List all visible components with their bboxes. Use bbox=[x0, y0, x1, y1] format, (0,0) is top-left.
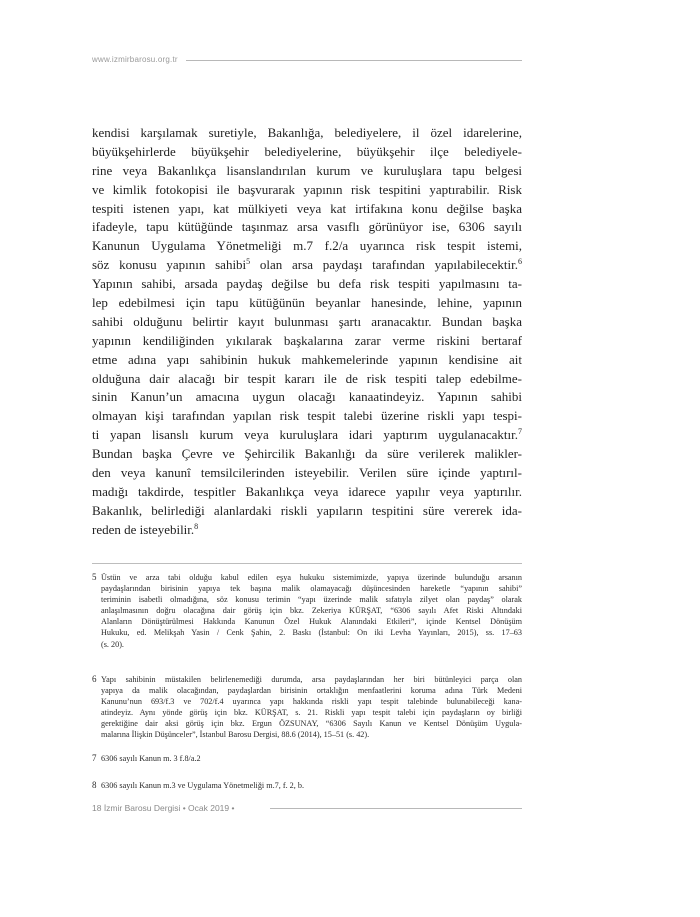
body-line: ifadeyle, tapu kütüğünde taşınmaz arsa vasıflı görünüyor ise, 6306 sayılı bbox=[92, 219, 522, 235]
footnote-ref[interactable]: 8 bbox=[194, 521, 199, 531]
footnote-7 bbox=[92, 753, 522, 764]
body-line: den veya kanunî temsilcilerinden isteyebilir. Verilen süre içinde yaptırıl- bbox=[92, 465, 522, 481]
footnote-ref[interactable]: 5 bbox=[246, 257, 251, 267]
body-line: yapının kendiliğinden yıkılarak başkalarına zarar verme riskini bertaraf bbox=[92, 332, 522, 348]
page-footer bbox=[92, 802, 522, 816]
body-line: söz konusu yapının sahibi$^5$ olan arsa paydaşı tarafından yapılabilecektir.$^6$ bbox=[92, 257, 522, 273]
body-line: ve kimlik fotokopisi ile başvurarak yapının risk tespitini yaptırabilir. Risk bbox=[92, 181, 522, 197]
footnote-line: paydaşlarından birisinin yapıya tek başına malik olamayacağı düşüncesinden hareketle “yapının sahibi” bbox=[101, 584, 522, 594]
body-line: tespiti istenen yapı, kat mülkiyeti veya kat irtifakına konu değilse başka bbox=[92, 200, 522, 216]
footnote-8 bbox=[92, 780, 522, 791]
body-line: reden de isteyebilir.$^8$ bbox=[92, 521, 199, 537]
footer-text: 18 İzmir Barosu Dergisi • Ocak 2019 • bbox=[92, 803, 235, 813]
body-line: büyükşehirlerde büyükşehir belediyelerine, büyükşehir ilçe belediyele- bbox=[92, 143, 522, 159]
footnote-text bbox=[101, 753, 522, 764]
header-rule bbox=[186, 60, 522, 61]
footnote-line: Alanların Dönüştürülmesi Hakkında Kanunun Özel Hukuk Alanındaki Etkileri”, içinde Kentsel Dönüşüm bbox=[101, 617, 522, 627]
footnote-line: (s. 20). bbox=[101, 639, 124, 649]
footnote-separator bbox=[92, 563, 522, 564]
body-line: Yapının sahibi, arsada paydaş değilse bu defa risk tespiti yapılmasını ta- bbox=[92, 276, 522, 292]
footnote-number: 7 bbox=[92, 753, 97, 763]
footnote-line: malarına İlişkin Düşünceler”, İstanbul Barosu Dergisi, 88.6 (2014), 15–51 (s. 42). bbox=[101, 730, 370, 740]
body-line: rine veya Bakanlıkça lisanslandırılan kurum ve kuruluşlara tapu belgesi bbox=[92, 162, 522, 178]
body-line: ti yapan lisanslı kurum veya kuruluşlara idari yaptırım uygulanacaktır.$^7$ bbox=[92, 427, 522, 443]
footnote-line: gerektiğine dair aksi görüş için bkz. Ergun ÖZSUNAY, “6306 Sayılı Kanun ve Kentsel Dönüşüm Uygula- bbox=[101, 719, 522, 729]
page-header bbox=[92, 54, 522, 68]
body-line: Kanunun Uygulama Yönetmeliği m.7 f.2/a uyarınca risk tespit istemi, bbox=[92, 238, 522, 254]
body-line: etme adına yapı sahibinin hukuk mahkemelerinde yapının kendisine ait bbox=[92, 351, 522, 367]
footnote-line: Hukuku, ed. Melikşah Yasin / Cenk Şahin, 2. Baskı (İstanbul: On iki Levha Yayınları, 2015), ss. 17–63 bbox=[101, 628, 522, 638]
body-line: olduğuna dair alacağı bir tespit kararı ile de risk tespiti talep edebilme- bbox=[92, 370, 522, 386]
footnote-line: yapıya da malik olacağından, paydaşlardan birisinin ortaklığın menfaatlerini koruma adına Türk Medeni bbox=[101, 686, 522, 696]
footnote-ref[interactable]: 7 bbox=[518, 427, 522, 437]
body-line: sinin Kanun’un amacına uygun olacağı kanaatindeyiz. Yapının sahibi bbox=[92, 389, 522, 405]
footnote-line: atindeyiz. Aynı yönde görüş için bkz. KÜRŞAT, s. 21. Riskli yapı tespit talebi için paydaşların oy birliği bbox=[101, 708, 522, 718]
footnote-ref[interactable]: 6 bbox=[518, 257, 522, 267]
body-line: olmayan kişi tarafından yapılan risk tespit talebi üzerine riskli yapı tespi- bbox=[92, 408, 522, 424]
body-line: kendisi karşılamak suretiyle, Bakanlığa, belediyelere, il özel idarelerine, bbox=[92, 125, 522, 140]
footnote-6 bbox=[92, 674, 522, 741]
body-line: sahibi olduğunu belirtir kayıt bulunması şartı aranacaktır. Bundan başka bbox=[92, 313, 522, 329]
footnote-text bbox=[101, 572, 522, 650]
footnote-line: Üstün ve arza tabi olduğu kabul edilen eşya hukuku sistemimizde, yapıya üzerinde bulunduğu arsanın bbox=[101, 573, 522, 582]
footnote-5 bbox=[92, 572, 522, 650]
footnote-number: 6 bbox=[92, 674, 97, 684]
header-url[interactable]: www.izmirbarosu.org.tr bbox=[92, 55, 178, 64]
footnote-number: 8 bbox=[92, 780, 97, 790]
footnote-line: teriminin isabetli olmadığına, söz konusu terimin “yapı üzerinde malik sıfatıyla zilyet olan paydaş” olarak bbox=[101, 595, 522, 605]
footnote-line: Yapı sahibinin müstakilen belirlenemediği durumda, arsa paydaşlarından her biri bütünleyici parça olan bbox=[101, 675, 522, 684]
body-line: Bundan başka Çevre ve Şehircilik Bakanlığı da süre verilerek malikler- bbox=[92, 446, 522, 462]
footnote-line: 6306 sayılı Kanun m.3 ve Uygulama Yönetmeliği m.7, f. 2, b. bbox=[101, 781, 304, 790]
footnote-line: Kanunu’nun 693/f.3 ve 702/f.4 uyarınca yapı hakkında riskli yapı tespit talebinde bulunabileceği kana- bbox=[101, 697, 522, 707]
footnote-line: anlaşılmasının doğru olacağına dair görüş için bkz. Zekeriya KÜRŞAT, “6306 sayılı Afet Riski Altındaki bbox=[101, 606, 522, 616]
footnote-text bbox=[101, 674, 522, 741]
body-line: lep edebilmesi için tapu kütüğünün beyanlar hanesinde, lehine, yapının bbox=[92, 295, 522, 311]
footer-rule bbox=[270, 808, 522, 809]
footnote-text bbox=[101, 780, 522, 791]
body-line: Bakanlık, belirlediği alanlardaki riskli yapıların tespitini süre vererek ida- bbox=[92, 502, 522, 518]
footnote-number: 5 bbox=[92, 572, 97, 582]
footnote-line: 6306 sayılı Kanun m. 3 f.8/a.2 bbox=[101, 754, 201, 763]
body-text bbox=[92, 124, 522, 540]
body-line: madığı takdirde, tespitler Bakanlıkça veya idarece yapılır veya yaptırılır. bbox=[92, 483, 522, 499]
